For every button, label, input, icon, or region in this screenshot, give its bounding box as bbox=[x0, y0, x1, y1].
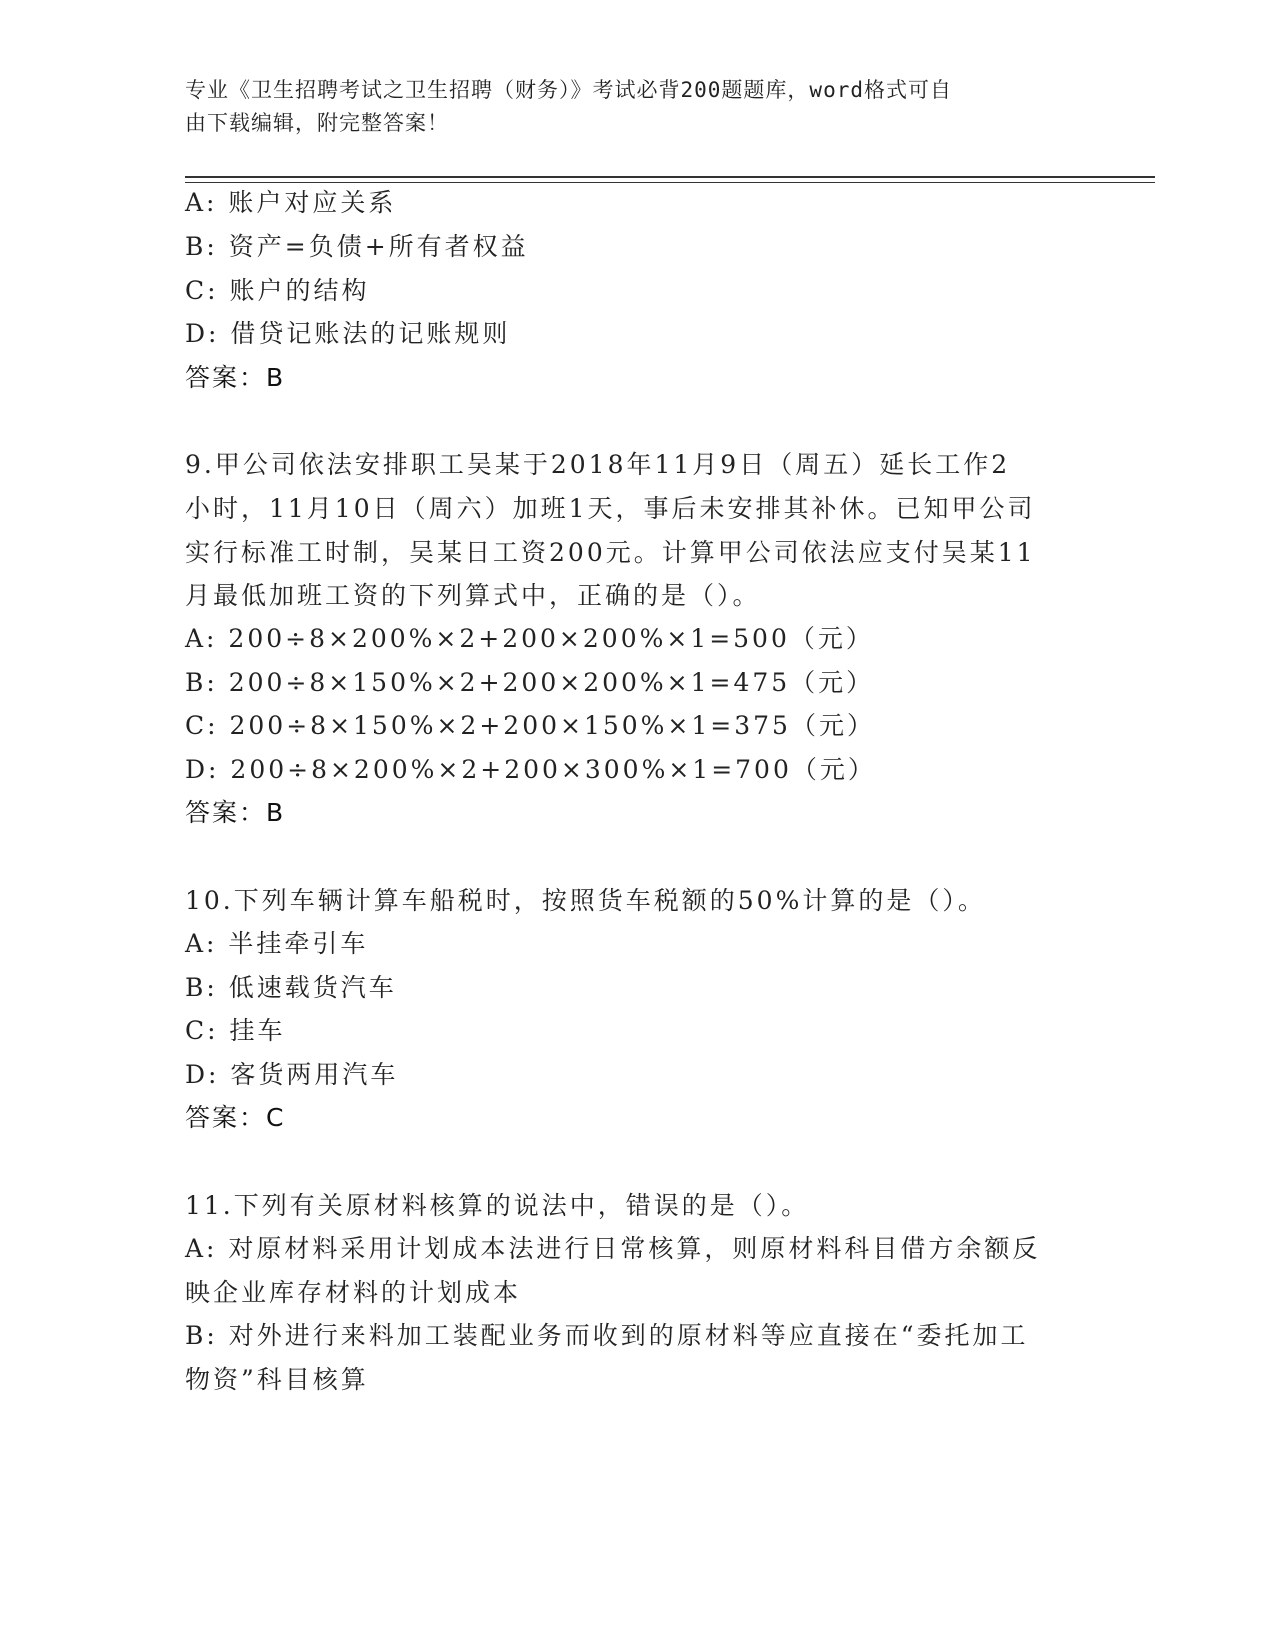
q9-stem-line-1: 9.甲公司依法安排职工吴某于2018年11月9日（周五）延长工作2 bbox=[185, 450, 1011, 479]
q10-stem: 10.下列车辆计算车船税时，按照货车税额的50%计算的是（）。 bbox=[185, 886, 986, 915]
header-line-1: 专业《卫生招聘考试之卫生招聘（财务）》考试必背200题题库，word格式可自 bbox=[185, 78, 952, 102]
q11-option-b-line-1: B: 对外进行来料加工装配业务而收到的原材料等应直接在“委托加工 bbox=[185, 1321, 1029, 1350]
q9-stem-line-4: 月最低加班工资的下列算式中，正确的是（）。 bbox=[185, 581, 761, 610]
header-line-2: 由下载编辑，附完整答案！ bbox=[185, 111, 449, 135]
header-divider-thick bbox=[185, 176, 1155, 178]
document-header bbox=[185, 74, 1065, 140]
q8-option-b: B: 资产=负债+所有者权益 bbox=[185, 232, 529, 261]
q10-answer: 答案：C bbox=[185, 1103, 286, 1132]
q9-option-b: B: 200÷8×150%×2+200×200%×1=475（元） bbox=[185, 668, 875, 697]
q8-option-a: A: 账户对应关系 bbox=[185, 188, 397, 217]
q9-option-c: C: 200÷8×150%×2+200×150%×1=375（元） bbox=[185, 711, 875, 740]
q11-option-b-line-2: 物资”科目核算 bbox=[185, 1365, 369, 1394]
q11-option-a-line-2: 映企业库存材料的计划成本 bbox=[185, 1278, 522, 1307]
q8-answer: 答案：B bbox=[185, 363, 286, 392]
q11-stem: 11.下列有关原材料核算的说法中，错误的是（）。 bbox=[185, 1191, 810, 1220]
header-divider-thin bbox=[185, 182, 1155, 183]
q10-option-d: D: 客货两用汽车 bbox=[185, 1060, 399, 1089]
q10-option-c: C: 挂车 bbox=[185, 1016, 286, 1045]
q9-option-a: A: 200÷8×200%×2+200×200%×1=500（元） bbox=[185, 624, 874, 653]
q8-option-d: D: 借贷记账法的记账规则 bbox=[185, 319, 511, 348]
q9-option-d: D: 200÷8×200%×2+200×300%×1=700（元） bbox=[185, 755, 876, 784]
q9-stem-line-3: 实行标准工时制，吴某日工资200元。计算甲公司依法应支付吴某11 bbox=[185, 538, 1036, 567]
q10-option-a: A: 半挂牵引车 bbox=[185, 929, 369, 958]
q11-option-a-line-1: A: 对原材料采用计划成本法进行日常核算，则原材料科目借方余额反 bbox=[185, 1234, 1041, 1263]
q8-option-c: C: 账户的结构 bbox=[185, 276, 370, 305]
q10-option-b: B: 低速载货汽车 bbox=[185, 973, 397, 1002]
q9-stem-line-2: 小时，11月10日（周六）加班1天，事后未安排其补休。已知甲公司 bbox=[185, 494, 1036, 523]
q9-answer: 答案：B bbox=[185, 798, 286, 827]
